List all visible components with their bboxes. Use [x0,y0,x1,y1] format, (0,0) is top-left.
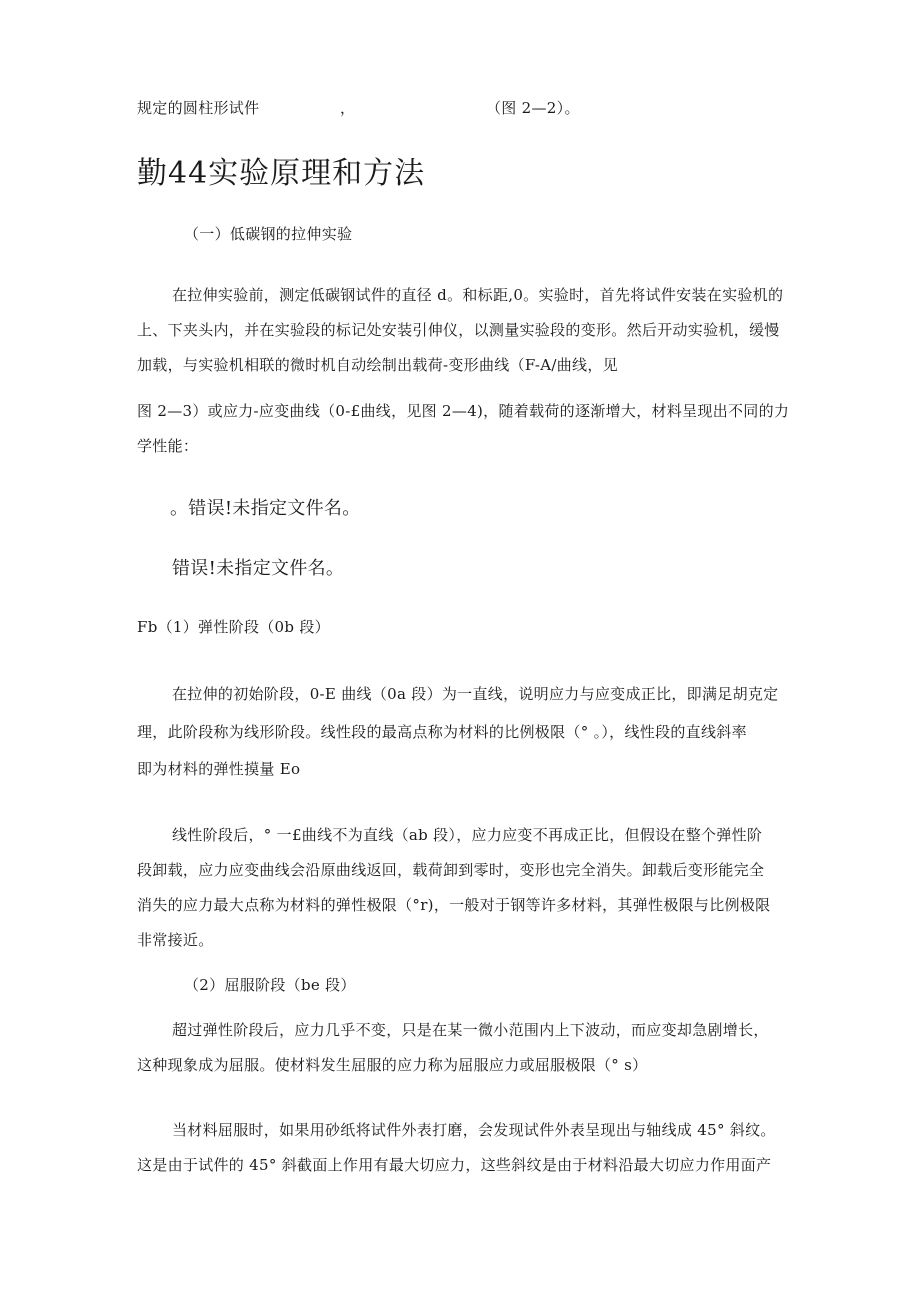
subheading-low-carbon-steel: （一）低碳钢的拉伸实验 [184,225,353,243]
section-heading: 勤44实验原理和方法 [137,156,426,191]
lead-text: 规定的圆柱形试件 [137,99,260,117]
lead-comma: ， [340,99,356,117]
paragraph-line: 图 2—3）或应力-应变曲线（0-£曲线，见图 2—4)，随着载荷的逐渐增大，材料呈现出不同的力 [137,402,790,420]
stage-title-yield: （2）屈服阶段（be 段） [184,976,356,994]
paragraph-line: 即为材料的弹性摸量 Eo [137,760,301,778]
paragraph-line: 当材料屈服时，如果用砂纸将试件外表打磨，会发现试件外表呈现出与轴线成 45° 斜纹。 [172,1121,776,1139]
paragraph-line: 段卸载，应力应变曲线会沿原曲线返回，载荷卸到零时，变形也完全消失。卸载后变形能完全 [137,861,765,879]
paragraph-line: 在拉伸的初始阶段，0-E 曲线（0a 段）为一直线，说明应力与应变成正比，即满足胡克定 [172,685,779,703]
paragraph-line: 这是由于试件的 45° 斜截面上作用有最大切应力，这些斜纹是由于材料沿最大切应力作用面产 [137,1156,772,1174]
paragraph-line: 学性能： [137,437,199,455]
paragraph-line: 超过弹性阶段后，应力几乎不变，只是在某一微小范围内上下波动，而应变却急剧增长， [172,1021,769,1039]
paragraph-line: 这种现象成为屈服。使材料发生屈服的应力称为屈服应力或屈服极限（° s） [137,1056,648,1074]
stage-title-elastic: Fb（1）弹性阶段（0b 段） [137,618,330,636]
paragraph-line: 线性阶段后，° 一£曲线不为直线（ab 段），应力应变不再成正比，但假设在整个弹性阶 [172,826,763,844]
paragraph-line: 上、下夹头内，并在实验段的标记处安装引伸仪，以测量实验段的变形。然后开动实验机，缓慢 [137,321,780,339]
paragraph-line: 在拉伸实验前，测定低碳钢试件的直径 d。和标距,0。实验时，首先将试件安装在实验机的 [172,286,784,304]
error-placeholder: 。错误!未指定文件名。 [170,498,361,519]
error-placeholder: 错误!未指定文件名。 [172,558,345,579]
paragraph-line: 非常接近。 [137,931,214,949]
figure-reference: （图 2—2）。 [486,99,580,117]
paragraph-line: 消失的应力最大点称为材料的弹性极限（°r)，一般对于钢等许多材料，其弹性极限与比例极限 [137,896,771,914]
paragraph-line: 加载，与实验机相联的微时机自动绘制出载荷-变形曲线（F-A/曲线，见 [137,356,618,374]
paragraph-line: 理，此阶段称为线形阶段。线性段的最高点称为材料的比例极限（° 。），线性段的直线斜率 [137,723,747,741]
